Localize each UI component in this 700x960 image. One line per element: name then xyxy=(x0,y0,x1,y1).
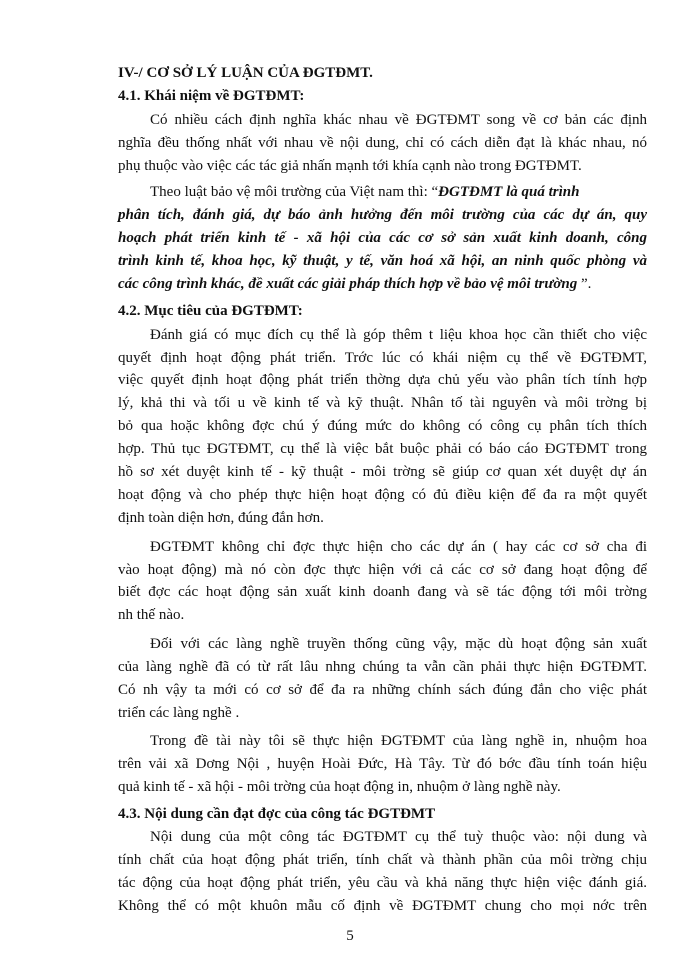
paragraph-line: Không thể có một khuôn mẫu cố định về ĐGTĐMT chung cho mọi nớc trên xyxy=(118,898,647,914)
definition-intro: Theo luật bảo vệ môi trường của Việt nam thì: “ xyxy=(150,184,439,200)
paragraph-line: tính chất của hoạt động phát triển, tính chất và thành phần của môi trờng chịu xyxy=(118,852,647,868)
paragraph-line: triển các làng nghề . xyxy=(118,705,240,721)
section-4-3-title: 4.3. Nội dung cần đạt đợc của công tác ĐGTĐMT xyxy=(118,806,436,822)
paragraph-line: lý, khả thi và tối u về kinh tế và kỹ thuật. Nhân tố tài nguyên và môi trờng bị xyxy=(118,395,647,411)
definition-last-line xyxy=(118,274,591,294)
paragraph-line: ĐGTĐMT không chỉ đợc thực hiện cho các dự án ( hay các cơ sở cha đi xyxy=(150,539,647,555)
paragraph-line: Có nh vậy ta mới có cơ sở để đa ra những chính sách đúng đắn cho việc phát xyxy=(118,682,647,698)
paragraph-line: của làng nghề đã có từ rất lâu nhng chúng ta vẫn cần phải thực hiện ĐGTĐMT. xyxy=(118,659,647,675)
paragraph-line: định toàn diện hơn, đúng đắn hơn. xyxy=(118,510,324,526)
page-number: 5 xyxy=(346,928,354,944)
section-4-2-title: 4.2. Mục tiêu của ĐGTĐMT: xyxy=(118,303,303,319)
definition-line: phân tích, đánh giá, dự báo ảnh hưởng đến môi trường của các dự án, quy xyxy=(118,207,647,223)
definition-intro-line xyxy=(150,182,579,202)
paragraph-line: bỏ qua hoặc không đợc chú ý đúng mức do không có công cụ phân tích thích xyxy=(118,418,647,434)
paragraph-line: việc quyết định hoạt động phát triển thờng dựa chủ yếu vào phân tích tính hợp xyxy=(118,372,647,388)
definition-start: ĐGTĐMT là quá trình xyxy=(438,184,580,200)
chapter-heading: IV-/ CƠ SỞ LÝ LUẬN CỦA ĐGTĐMT. xyxy=(118,65,373,81)
paragraph-line: trên vải xã Dơng Nội , huyện Hoài Đức, Hà Tây. Từ đó bớc đầu tính toán hiệu xyxy=(118,756,647,772)
paragraph-line: hồ sơ xét duyệt kinh tế - kỹ thuật - môi trờng sẽ giúp cơ quan xét duyệt dự án xyxy=(118,464,647,480)
paragraph-line: quả kinh tế - xã hội - môi trờng của hoạt động in, nhuộm ở làng nghề này. xyxy=(118,779,561,795)
paragraph-line: quyết định hoạt động phát triển. Trớc lúc có khái niệm cụ thể về ĐGTĐMT, xyxy=(118,350,647,366)
definition-close-quote: ”. xyxy=(581,276,592,292)
paragraph-line: biết đợc các hoạt động sản xuất kinh doanh đang và sẽ tác động tới môi trờng xyxy=(118,584,647,600)
paragraph-line: Nội dung của một công tác ĐGTĐMT cụ thể tuỳ thuộc vào: nội dung và xyxy=(150,829,647,845)
paragraph-line: tác động của hoạt động phát triển, yêu cầu và khả năng thực hiện việc đánh giá. xyxy=(118,875,647,891)
paragraph-line: Trong đề tài này tôi sẽ thực hiện ĐGTĐMT của làng nghề in, nhuộm hoa xyxy=(150,733,647,749)
paragraph-line: nghĩa đều thống nhất với nhau về nội dung, chỉ có cách diễn đạt là khác nhau, nó xyxy=(118,135,647,151)
paragraph-line: nh thế nào. xyxy=(118,607,185,623)
paragraph-line: vào hoạt động) mà nó còn đợc thực hiện với cả các cơ sở đang hoạt động để xyxy=(118,562,647,578)
paragraph-line: hoạt động và cho phép thực hiện hoạt động có đủ điều kiện để đa ra một quyết xyxy=(118,487,647,503)
paragraph-line: hợp. Thủ tục ĐGTĐMT, cụ thể là việc bắt buộc phải có báo cáo ĐGTĐMT trong xyxy=(118,441,647,457)
paragraph-line: Đối với các làng nghề truyền thống cũng vậy, mặc dù hoạt động sản xuất xyxy=(150,636,647,652)
paragraph-line: Đánh giá có mục đích cụ thể là góp thêm t liệu khoa học cần thiết cho việc xyxy=(150,327,647,343)
definition-line: trình kinh tế, khoa học, kỹ thuật, y tế, văn hoá xã hội, an ninh quốc phòng và xyxy=(118,253,647,269)
section-4-1-title: 4.1. Khái niệm về ĐGTĐMT: xyxy=(118,88,305,104)
definition-end: các công trình khác, đề xuất các giải pháp thích hợp về bảo vệ môi trường xyxy=(118,276,582,292)
paragraph-line: Có nhiều cách định nghĩa khác nhau về ĐGTĐMT song về cơ bản các định xyxy=(150,112,647,128)
definition-line: hoạch phát triển kinh tế - xã hội của các cơ sở sản xuất kinh doanh, công xyxy=(118,230,647,246)
paragraph-line: phụ thuộc vào việc các tác giả nhấn mạnh tới khía cạnh nào trong ĐGTĐMT. xyxy=(118,158,582,174)
